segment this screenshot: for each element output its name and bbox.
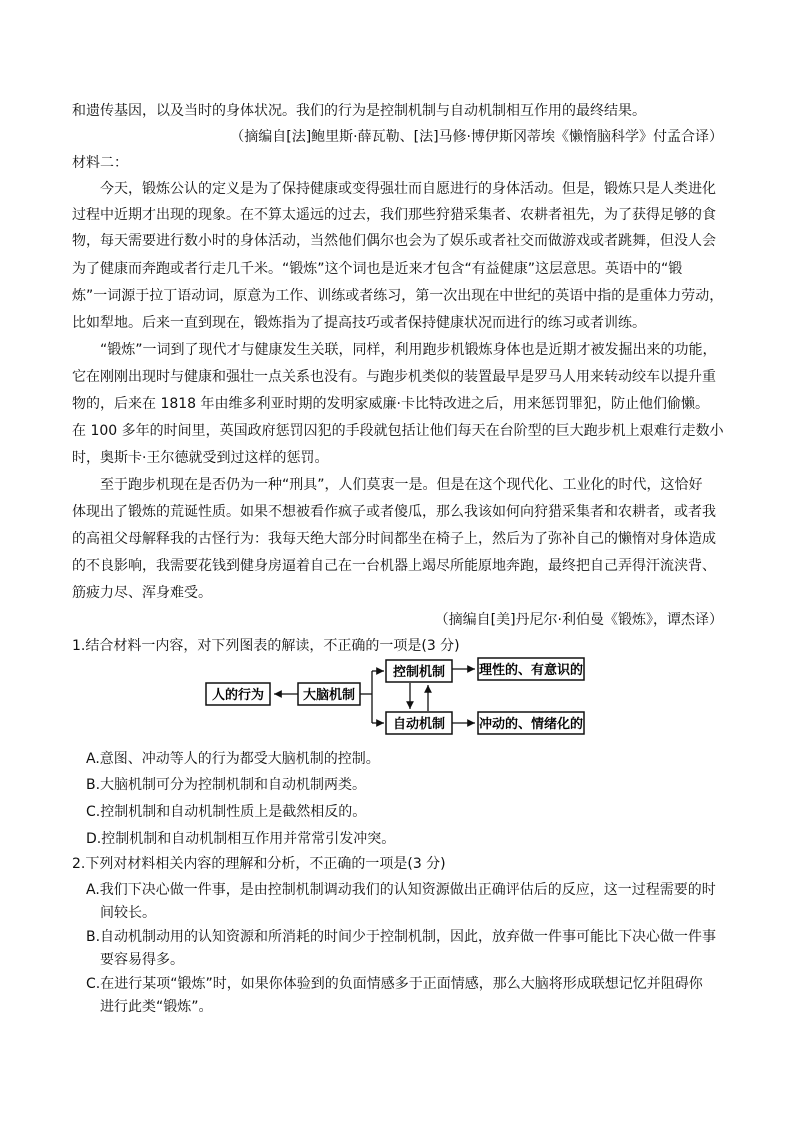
question-2-option-a[interactable]: A.我们下决心做一件事，是由控制机制调动我们的认知资源做出正确评估后的反应，这一过程需要的时 <box>86 882 716 898</box>
question-2-option-c[interactable]: C.在进行某项“锻炼”时，如果你体验到的负面情感多于正面情感，那么大脑将形成联想记忆并阻碍你 <box>86 976 703 992</box>
paragraph-line: 物，每天需要进行数小时的身体活动，当然他们偶尔也会为了娱乐或者社交而做游戏或者跳舞，但没人会 <box>72 233 716 249</box>
impulsive-label: 冲动的、情绪化的 <box>478 717 584 732</box>
question-1-option-c[interactable]: C.控制机制和自动机制性质上是截然相反的。 <box>86 804 367 820</box>
box-brain <box>298 683 360 705</box>
paragraph-line: 的高祖父母解释我的古怪行为：我每天绝大部分时间都坐在椅子上，然后为了弥补自己的懒惰对身体造成 <box>72 531 716 547</box>
paragraph-line: 今天，锻炼公认的定义是为了保持健康或变得强壮而自愿进行的身体活动。但是，锻炼只是人类进化 <box>100 181 716 197</box>
paragraph-line: 物的，后来在 1818 年由维多利亚时期的发明家威廉·卡比特改进之后，用来惩罚罪犯，防止他们偷懒。 <box>72 396 709 412</box>
question-2-option-b-cont: 要容易得多。 <box>100 952 184 968</box>
auto-label: 自动机制 <box>392 717 446 732</box>
paragraph-line: 的不良影响，我需要花钱到健身房逼着自己在一台机器上竭尽所能原地奔跑，最终把自己弄得汗流浃背、 <box>72 558 716 574</box>
question-1-stem: 1.结合材料一内容，对下列图表的解读，不正确的一项是(3 分) <box>72 638 460 654</box>
question-1-option-b[interactable]: B.大脑机制可分为控制机制和自动机制两类。 <box>86 777 367 793</box>
paragraph-line: 筋疲力尽、浑身难受。 <box>72 585 212 601</box>
question-2-option-a-cont: 间较长。 <box>100 905 156 921</box>
paragraph-line: “锻炼”一词到了现代才与健康发生关联，同样，利用跑步机锻炼身体也是近期才被发掘出来的功能， <box>100 342 717 358</box>
paragraph-line: 过程中近期才出现的现象。在不算太遥远的过去，我们那些狩猎采集者、农耕者祖先，为了获得足够的食 <box>72 207 716 223</box>
paragraph-line: 时，奥斯卡·王尔德就受到过这样的惩罚。 <box>72 450 329 466</box>
box-behavior <box>206 683 270 705</box>
control-label: 控制机制 <box>392 665 446 680</box>
behavior-label: 人的行为 <box>211 688 265 703</box>
source-citation: （摘编自[美]丹尼尔·利伯曼《锻炼》，谭杰译） <box>434 612 723 628</box>
brain-label: 大脑机制 <box>302 688 356 703</box>
question-1-option-d[interactable]: D.控制机制和自动机制相互作用并常常引发冲突。 <box>86 831 396 847</box>
paragraph-line: 和遗传基因，以及当时的身体状况。我们的行为是控制机制与自动机制相互作用的最终结果。 <box>72 103 646 119</box>
paragraph-line: 体现出了锻炼的荒诞性质。如果不想被看作疯子或者傻瓜，那么我该如何向狩猎采集者和农耕者，或者我 <box>72 504 716 520</box>
paragraph-line: 比如犁地。后来一直到现在，锻炼指为了提高技巧或者保持健康状况而进行的练习或者训练。 <box>72 315 646 331</box>
question-1-option-a[interactable]: A.意图、冲动等人的行为都受大脑机制的控制。 <box>86 751 380 767</box>
box-impulsive <box>478 712 584 734</box>
question-2-option-c-cont: 进行此类“锻炼”。 <box>100 999 213 1015</box>
paragraph-line: 至于跑步机现在是否仍为一种“刑具”，人们莫衷一是。但是在这个现代化、工业化的时代，这恰好 <box>100 477 703 493</box>
box-auto <box>386 712 452 734</box>
paragraph-line: 在 100 多年的时间里，英国政府惩罚囚犯的手段就包括让他们每天在台阶型的巨大跑步机上艰难行走数小 <box>72 423 724 439</box>
box-control <box>386 660 452 682</box>
rational-label: 理性的、有意识的 <box>478 663 584 678</box>
brain-mechanism-diagram <box>200 656 600 736</box>
source-citation: （摘编自[法]鲍里斯·薛瓦勒、[法]马修·博伊斯冈蒂埃《懒惰脑科学》付孟合译） <box>230 129 723 145</box>
section-heading: 材料二： <box>72 155 128 171</box>
paragraph-line: 为了健康而奔跑或者行走几千米。“锻炼”这个词也是近来才包含“有益健康”这层意思。英语中的“锻 <box>72 261 683 277</box>
paragraph-line: 它在刚刚出现时与健康和强壮一点关系也没有。与跑步机类似的装置最早是罗马人用来转动绞车以提升重 <box>72 369 716 385</box>
paragraph-line: 炼”一词源于拉丁语动词，原意为工作、训练或者练习，第一次出现在中世纪的英语中指的是重体力劳动， <box>72 288 724 304</box>
question-2-option-b[interactable]: B.自动机制动用的认知资源和所消耗的时间少于控制机制，因此，放弃做一件事可能比下决心做一件事 <box>86 929 717 945</box>
box-rational <box>478 658 584 680</box>
question-2-stem: 2.下列对材料相关内容的理解和分析，不正确的一项是(3 分) <box>72 856 446 872</box>
